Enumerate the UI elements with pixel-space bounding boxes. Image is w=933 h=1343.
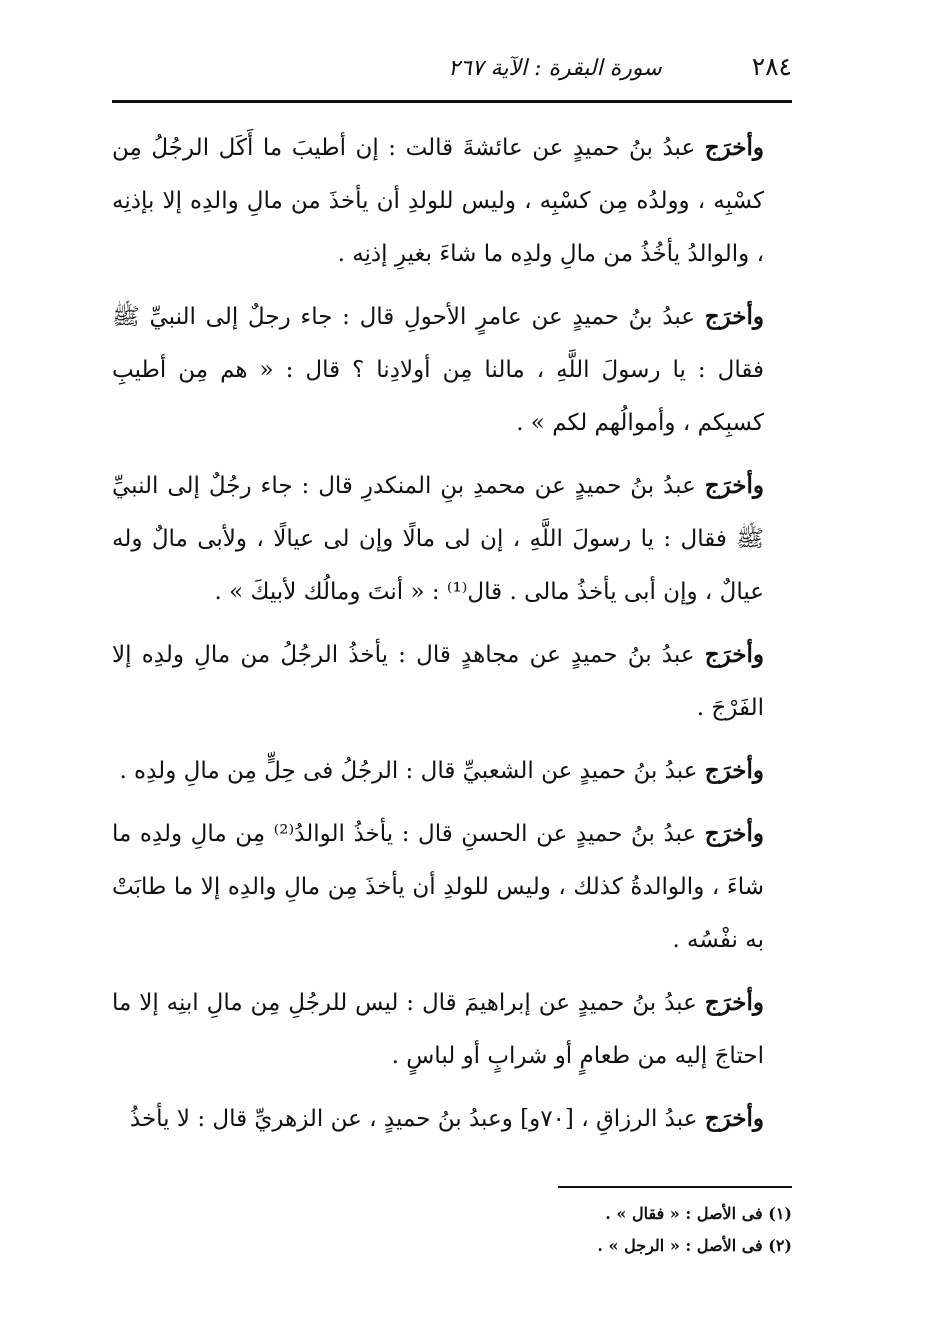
paragraph-text: عبدُ بنُ حميدٍ عن مجاهدٍ قال : يأخذُ الرجُلُ من مالِ ولدِه إلا الفَرْجَ . — [112, 642, 764, 721]
paragraph-text: عبدُ بنُ حميدٍ عن محمدِ بنِ المنكدرِ قال : جاء رجُلٌ إلى النبيِّ ﷺ فقال : يا رسولَ اللَّهِ ، إن لى مالًا وإن لى عيالًا ، ولأبى مالٌ وله عيالٌ ، وإن أبى يأخذُ مالى . قال⁽¹⁾ : « أنتَ ومالُك لأبيكَ » . — [112, 473, 764, 605]
paragraph — [112, 459, 792, 619]
paragraph-text: عبدُ بنُ حميدٍ عن الحسنِ قال : يأخذُ الوالدُ⁽²⁾ مِن مالِ ولدِه ما شاءَ ، والوالدةُ كذلك ، وليس للولدِ أن يأخذَ مِن مالِ والدِه إلا ما طابَتْ به نفْسُه . — [112, 821, 764, 953]
page-header — [112, 52, 792, 92]
paragraph-text: عبدُ الرزاقِ ، [٧٠و] وعبدُ بنُ حميدٍ ، عن الزهريِّ قال : لا يأخذُ — [129, 1106, 705, 1132]
paragraph — [112, 744, 792, 798]
paragraph-lead: وأخرَج — [704, 757, 764, 784]
paragraph — [112, 807, 792, 967]
footnotes — [112, 1198, 792, 1262]
paragraph — [112, 121, 792, 281]
paragraph-text: عبدُ بنُ حميدٍ عن إبراهيمَ قال : ليس للرجُلِ مِن مالِ ابنِه إلا ما احتاجَ إليه من طعامٍ أو شرابٍ أو لباسٍ . — [112, 990, 764, 1069]
footnote: (١) فى الأصل : « فقال » . — [605, 1204, 792, 1223]
document-page — [112, 52, 792, 1262]
paragraph-lead: وأخرَج — [704, 641, 764, 668]
paragraph-text: عبدُ بنُ حميدٍ عن عائشةَ قالت : إن أطيبَ ما أَكَل الرجُلُ مِن كسْبِه ، وولدُه مِن كسْبِه ، وليس للولدِ أن يأخذَ من مالِ والدِه إلا بإذنِه ، والوالدُ يأخُذُ من مالِ ولدِه ما شاءَ بغيرِ إذنِه . — [112, 135, 764, 267]
paragraph-lead: وأخرَج — [704, 134, 764, 161]
paragraph-lead: وأخرَج — [704, 1105, 764, 1132]
footnote-rule — [558, 1186, 792, 1188]
footnote: (٢) فى الأصل : « الرجل » . — [597, 1236, 792, 1255]
paragraph — [112, 290, 792, 450]
header-rule — [112, 100, 792, 103]
paragraph — [112, 976, 792, 1083]
paragraph-lead: وأخرَج — [704, 820, 764, 847]
page-body — [112, 121, 792, 1146]
paragraph-lead: وأخرَج — [704, 472, 764, 499]
running-title: سورة البقرة : الآية ٢٦٧ — [448, 56, 662, 81]
page-number: ٢٨٤ — [751, 52, 792, 81]
paragraph-lead: وأخرَج — [704, 989, 764, 1016]
paragraph — [112, 628, 792, 735]
paragraph-lead: وأخرَج — [704, 303, 764, 330]
paragraph — [112, 1092, 792, 1146]
paragraph-text: عبدُ بنُ حميدٍ عن عامرٍ الأحولِ قال : جاء رجلٌ إلى النبيِّ ﷺ فقال : يا رسولَ اللَّهِ ، مالنا مِن أولادِنا ؟ قال : « هم مِن أطيبِ كسبِكم ، وأموالُهم لكم » . — [112, 304, 764, 436]
paragraph-text: عبدُ بنُ حميدٍ عن الشعبيِّ قال : الرجُلُ فى حِلٍّ مِن مالِ ولدِه . — [119, 758, 705, 784]
